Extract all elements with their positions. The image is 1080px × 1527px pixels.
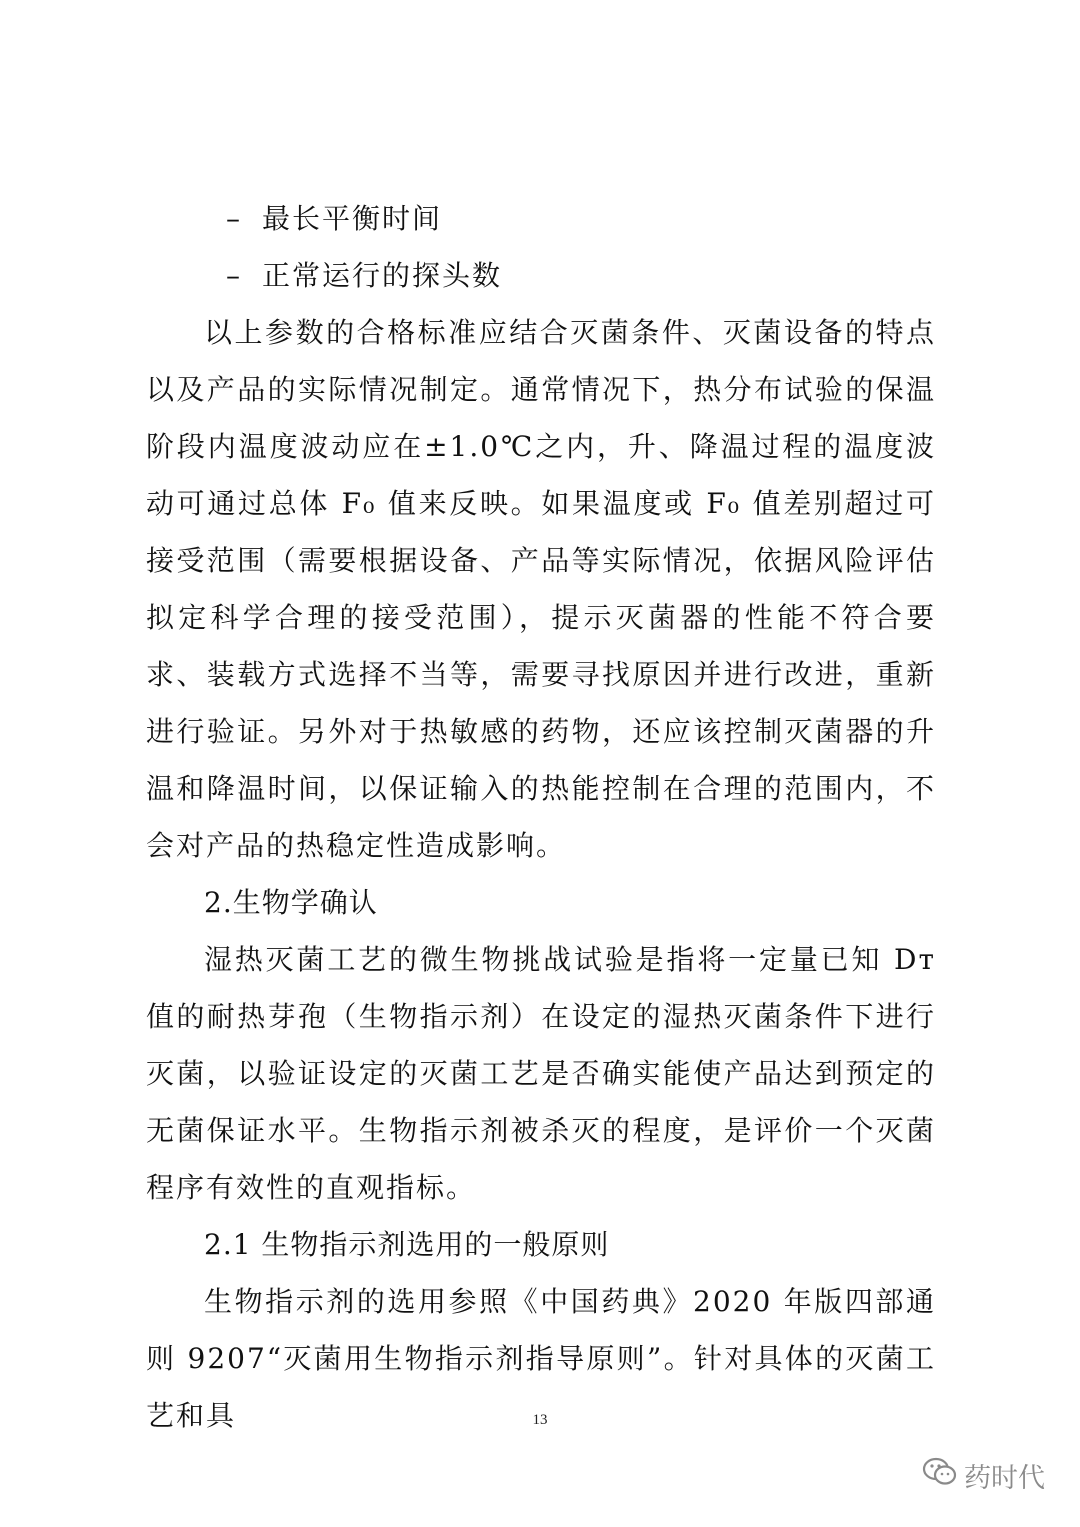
page-content [146, 190, 936, 1444]
bullet-item [146, 190, 936, 247]
bullet-item [146, 247, 936, 304]
bullet-dash: – [226, 259, 242, 292]
wechat-icon [922, 1456, 958, 1495]
watermark [922, 1456, 1045, 1495]
paragraph-microbial-challenge: 湿热灭菌工艺的微生物挑战试验是指将一定量已知 Dᴛ 值的耐热芽孢（生物指示剂）在设定的湿热灭菌条件下进行灭菌，以验证设定的灭菌工艺是否确实能使产品达到预定的无菌保证水平。生物指示剂被杀灭的程度，是评价一个灭菌程序有效性的直观指标。 [146, 943, 936, 1204]
subsection-heading-bi-selection: 2.1 生物指示剂选用的一般原则 [204, 1228, 610, 1261]
section-heading-biological-validation: 2.生物学确认 [204, 886, 378, 919]
paragraph-bi-selection: 生物指示剂的选用参照《中国药典》2020 年版四部通则 9207“灭菌用生物指示剂指导原则”。针对具体的灭菌工艺和具 [146, 1285, 936, 1432]
paragraph-criteria: 以上参数的合格标准应结合灭菌条件、灭菌设备的特点以及产品的实际情况制定。通常情况下，热分布试验的保温阶段内温度波动应在±1.0℃之内，升、降温过程的温度波动可通过总体 F₀ 值来反映。如果温度或 F₀ 值差别超过可接受范围（需要根据设备、产品等实际情况，依据风险评估拟定科学合理的接受范围），提示灭菌器的性能不符合要求、装载方式选择不当等，需要寻找原因并进行改进，重新进行验证。另外对于热敏感的药物，还应该控制灭菌器的升温和降温时间，以保证输入的热能控制在合理的范围内，不会对产品的热稳定性造成影响。 [146, 316, 936, 862]
bullet-dash: – [226, 202, 242, 235]
watermark-text: 药时代 [964, 1463, 1045, 1494]
page-number: 13 [532, 1412, 548, 1428]
bullet-text: 正常运行的探头数 [262, 259, 503, 292]
bullet-text: 最长平衡时间 [262, 202, 443, 235]
